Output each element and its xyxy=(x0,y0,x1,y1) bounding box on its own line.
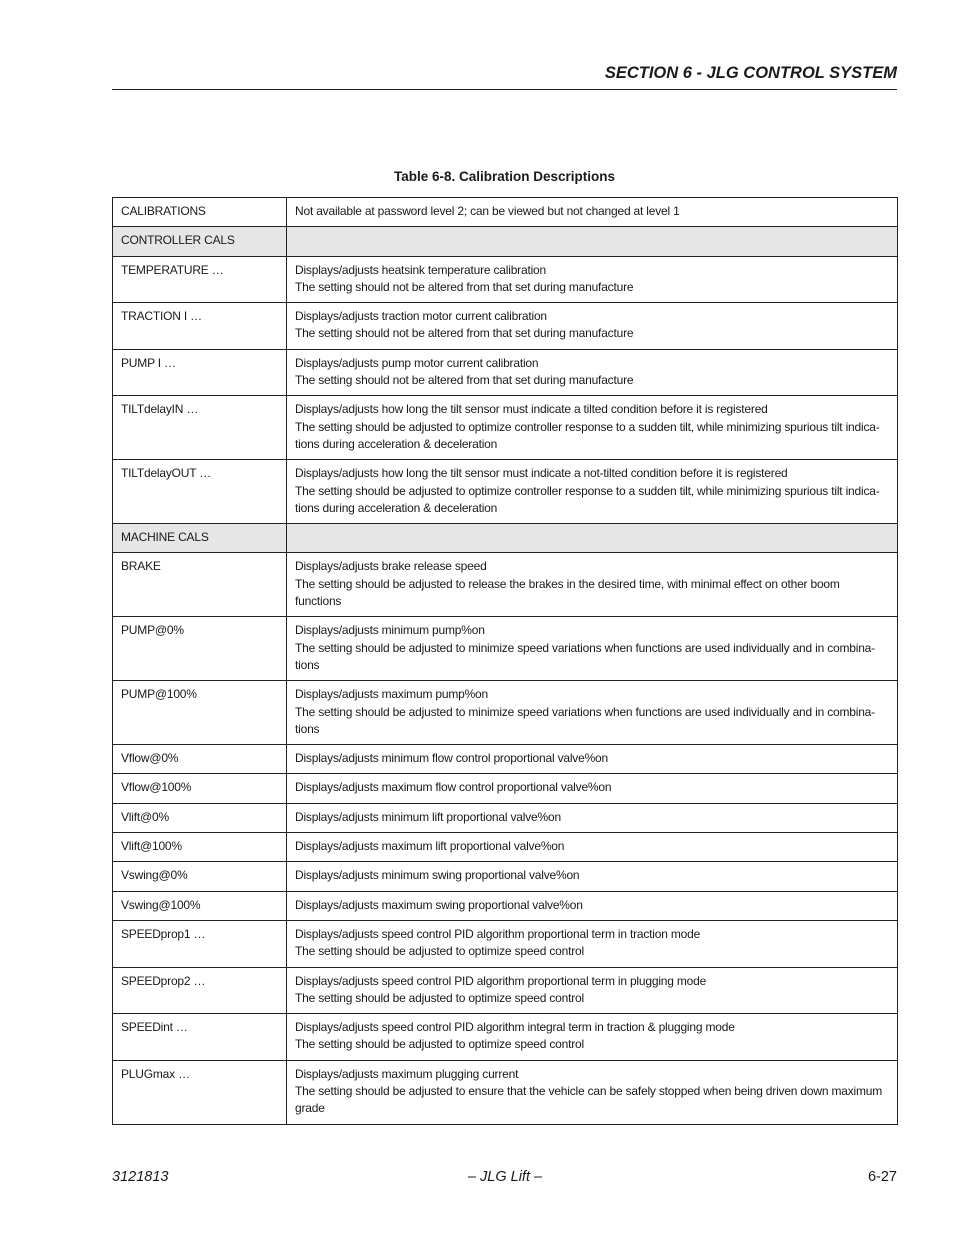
table-row xyxy=(113,774,898,803)
description-line: Displays/adjusts minimum pump%on xyxy=(295,623,485,638)
description-line: Displays/adjusts minimum flow control proportional valve%on xyxy=(295,751,609,766)
calibration-description-cell xyxy=(287,460,898,524)
table-row xyxy=(113,862,898,891)
calibration-description-cell xyxy=(287,774,898,803)
calibration-description-cell xyxy=(287,803,898,832)
calibration-description-cell xyxy=(287,1060,898,1124)
footer-publisher: – JLG Lift – xyxy=(467,1169,543,1185)
description-line: The setting should be adjusted to minimize speed variations when functions are used individually and in combina- xyxy=(295,640,875,655)
table-row xyxy=(113,681,898,745)
description-line: Displays/adjusts speed control PID algorithm proportional term in traction mode xyxy=(295,926,701,941)
description-line: Displays/adjusts maximum flow control proportional valve%on xyxy=(295,780,612,795)
calibration-name-cell: Vflow@0% xyxy=(113,745,287,774)
header-rule xyxy=(112,89,897,90)
table-row xyxy=(113,1014,898,1061)
description-line: Displays/adjusts minimum swing proportional valve%on xyxy=(295,868,580,883)
description-line: tions during acceleration & deceleration xyxy=(295,500,498,515)
table-row xyxy=(113,803,898,832)
table-row xyxy=(113,891,898,920)
calibration-name-cell: TRACTION I … xyxy=(113,303,287,350)
calibration-description-cell xyxy=(287,396,898,460)
calibration-description-cell xyxy=(287,862,898,891)
description-line: grade xyxy=(295,1101,325,1116)
description-line: Not available at password level 2; can be viewed but not changed at level 1 xyxy=(295,204,680,218)
calibration-description-cell xyxy=(287,745,898,774)
footer-page-number: 6-27 xyxy=(867,1169,897,1185)
calibration-description-cell xyxy=(287,349,898,396)
description-line: Displays/adjusts maximum plugging current xyxy=(295,1066,519,1081)
calibration-name-cell: TILTdelayOUT … xyxy=(113,460,287,524)
calibration-description-cell xyxy=(287,198,898,227)
description-line: The setting should be adjusted to release the brakes in the desired time, with minimal effect on other boom functions xyxy=(295,576,840,609)
calibration-name-cell: Vswing@100% xyxy=(113,891,287,920)
calibration-name-cell: MACHINE CALS xyxy=(113,524,287,553)
description-line: Displays/adjusts pump motor current calibration xyxy=(295,355,539,370)
section-row xyxy=(113,227,898,256)
description-line: The setting should be adjusted to minimize speed variations when functions are used individually and in combina- xyxy=(295,704,875,719)
calibration-name-cell: TEMPERATURE … xyxy=(113,256,287,303)
description-line: Displays/adjusts speed control PID algorithm integral term in traction & plugging mode xyxy=(295,1020,735,1035)
calibration-description-cell xyxy=(287,256,898,303)
calibration-description-cell xyxy=(287,681,898,745)
calibration-description-cell xyxy=(287,617,898,681)
description-line: The setting should not be altered from that set during manufacture xyxy=(295,373,634,388)
calibration-description-cell xyxy=(287,303,898,350)
calibration-description-cell xyxy=(287,553,898,617)
description-line: The setting should be adjusted to ensure that the vehicle can be safely stopped when being driven down maximum xyxy=(295,1083,883,1098)
calibration-table xyxy=(112,197,898,1125)
table-row xyxy=(113,460,898,524)
description-line: The setting should be adjusted to optimize speed control xyxy=(295,990,584,1005)
calibration-name-cell: TILTdelayIN … xyxy=(113,396,287,460)
calibration-description-cell xyxy=(287,967,898,1014)
description-line: The setting should not be altered from that set during manufacture xyxy=(295,326,634,341)
description-line: Displays/adjusts speed control PID algorithm proportional term in plugging mode xyxy=(295,973,707,988)
description-line: The setting should be adjusted to optimize controller response to a sudden tilt, while minimizing spurious tilt indica- xyxy=(295,483,880,498)
calibration-name-cell: PLUGmax … xyxy=(113,1060,287,1124)
description-line: Displays/adjusts brake release speed xyxy=(295,559,487,574)
description-line: Displays/adjusts heatsink temperature calibration xyxy=(295,262,546,277)
description-line: tions xyxy=(295,721,320,736)
description-line: Displays/adjusts minimum lift proportional valve%on xyxy=(295,809,561,824)
calibration-name-cell: SPEEDprop2 … xyxy=(113,967,287,1014)
description-line: Displays/adjusts maximum lift proportional valve%on xyxy=(295,839,565,854)
description-line: Displays/adjusts maximum pump%on xyxy=(295,687,489,702)
calibration-name-cell: SPEEDint … xyxy=(113,1014,287,1061)
table-row xyxy=(113,198,898,227)
description-line: tions xyxy=(295,657,320,672)
calibration-description-cell xyxy=(287,833,898,862)
table-row xyxy=(113,396,898,460)
calibration-name-cell: CONTROLLER CALS xyxy=(113,227,287,256)
calibration-name-cell: PUMP@0% xyxy=(113,617,287,681)
calibration-description-cell xyxy=(287,1014,898,1061)
table-row xyxy=(113,553,898,617)
calibration-description-cell xyxy=(287,524,898,553)
table-row xyxy=(113,833,898,862)
description-line: Displays/adjusts how long the tilt sensor must indicate a tilted condition before it is registered xyxy=(295,402,768,417)
description-line: tions during acceleration & deceleration xyxy=(295,436,498,451)
calibration-name-cell: CALIBRATIONS xyxy=(113,198,287,227)
footer-doc-number: 3121813 xyxy=(112,1169,169,1185)
table-row xyxy=(113,967,898,1014)
table-row xyxy=(113,1060,898,1124)
description-line: Displays/adjusts traction motor current calibration xyxy=(295,309,547,324)
table-row xyxy=(113,303,898,350)
calibration-name-cell: BRAKE xyxy=(113,553,287,617)
table-row xyxy=(113,920,898,967)
section-row xyxy=(113,524,898,553)
description-line: Displays/adjusts how long the tilt sensor must indicate a not-tilted condition before it is registered xyxy=(295,466,788,481)
calibration-description-cell xyxy=(287,891,898,920)
table-row xyxy=(113,349,898,396)
table-caption: Table 6-8. Calibration Descriptions xyxy=(393,169,616,184)
calibration-name-cell: SPEEDprop1 … xyxy=(113,920,287,967)
calibration-name-cell: Vlift@100% xyxy=(113,833,287,862)
calibration-name-cell: PUMP@100% xyxy=(113,681,287,745)
description-line: The setting should not be altered from that set during manufacture xyxy=(295,279,634,294)
calibration-name-cell: Vswing@0% xyxy=(113,862,287,891)
table-row xyxy=(113,617,898,681)
section-header-title: SECTION 6 - JLG CONTROL SYSTEM xyxy=(604,64,897,82)
description-line: The setting should be adjusted to optimize speed control xyxy=(295,944,584,959)
calibration-table-body xyxy=(113,198,898,1125)
calibration-description-cell xyxy=(287,227,898,256)
calibration-name-cell: Vlift@0% xyxy=(113,803,287,832)
description-line: The setting should be adjusted to optimize speed control xyxy=(295,1037,584,1052)
calibration-name-cell: PUMP I … xyxy=(113,349,287,396)
table-row xyxy=(113,256,898,303)
description-line: The setting should be adjusted to optimize controller response to a sudden tilt, while minimizing spurious tilt indica- xyxy=(295,419,880,434)
calibration-description-cell xyxy=(287,920,898,967)
calibration-name-cell: Vflow@100% xyxy=(113,774,287,803)
description-line: Displays/adjusts maximum swing proportional valve%on xyxy=(295,897,583,912)
table-row xyxy=(113,745,898,774)
